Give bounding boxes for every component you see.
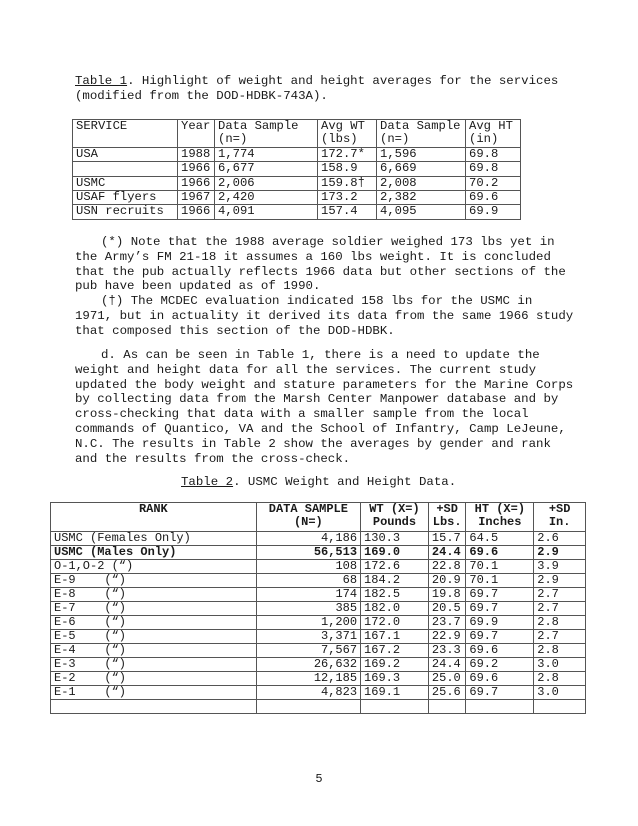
table2-cell: 2.8 <box>534 644 586 658</box>
table-row <box>73 147 521 161</box>
table2-cell-empty <box>466 700 534 714</box>
table2-cell: E-1 (“) <box>51 686 257 700</box>
table2-cell: E-3 (“) <box>51 658 257 672</box>
table2-cell: 167.2 <box>361 644 429 658</box>
table2-cell: 69.7 <box>466 602 534 616</box>
table1-caption-label: Table 1 <box>75 74 128 88</box>
table2-cell: 2.7 <box>534 588 586 602</box>
table2-cell: 130.3 <box>361 532 429 546</box>
table1-cell: 159.8† <box>318 176 377 190</box>
table1-cell: 4,091 <box>215 205 318 219</box>
table2-header-row <box>51 503 586 532</box>
table2-cell: 56,513 <box>256 546 360 560</box>
table1-cell: 2,008 <box>377 176 466 190</box>
table1-cell: 1966 <box>178 162 215 176</box>
table-row <box>51 588 586 602</box>
table2-cell: 69.9 <box>466 616 534 630</box>
table1-cell: 173.2 <box>318 191 377 205</box>
table2-cell-empty <box>361 700 429 714</box>
table2-cell: 20.9 <box>428 574 465 588</box>
table2-cell: 174 <box>256 588 360 602</box>
table1-cell: USA <box>73 147 178 161</box>
table2-cell: 167.1 <box>361 630 429 644</box>
table2-cell: E-5 (“) <box>51 630 257 644</box>
table2-cell: 2.9 <box>534 546 586 560</box>
table1-cell: 2,006 <box>215 176 318 190</box>
table2-cell: 69.7 <box>466 686 534 700</box>
table1-notes <box>75 235 575 339</box>
table1-header-cell: Avg HT (in) <box>466 120 521 148</box>
table2-cell: 2.8 <box>534 672 586 686</box>
table-row <box>73 176 521 190</box>
table1-cell: 1966 <box>178 205 215 219</box>
table1-cell: 69.8 <box>466 147 521 161</box>
table2-cell: 69.2 <box>466 658 534 672</box>
table2-cell: E-4 (“) <box>51 644 257 658</box>
table2-cell: 385 <box>256 602 360 616</box>
table1-cell: 1967 <box>178 191 215 205</box>
table2-cell: 25.6 <box>428 686 465 700</box>
table1-cell: 2,420 <box>215 191 318 205</box>
table2-cell: 24.4 <box>428 658 465 672</box>
table2-caption <box>181 475 456 490</box>
table1-cell: USAF flyers <box>73 191 178 205</box>
table1-caption-text: . Highlight of weight and height averages for the services (modified from the DOD-HDBK-743A). <box>75 74 559 103</box>
table2-cell: 2.8 <box>534 616 586 630</box>
table1-header-row <box>73 120 521 148</box>
table1-cell: 158.9 <box>318 162 377 176</box>
table2-cell: 69.6 <box>466 644 534 658</box>
table2-cell: 64.5 <box>466 532 534 546</box>
table2-cell: 24.4 <box>428 546 465 560</box>
table1-cell <box>73 162 178 176</box>
table2-cell: 182.5 <box>361 588 429 602</box>
table2-cell: 169.3 <box>361 672 429 686</box>
note-dagger: (†) The MCDEC evaluation indicated 158 lbs for the USMC in 1971, but in actuality it derived its data from the same 1966 study that composed this section of the DOD-HDBK. <box>75 294 574 338</box>
table2-cell: E-6 (“) <box>51 616 257 630</box>
table1-cell: 70.2 <box>466 176 521 190</box>
table1-cell: 1,774 <box>215 147 318 161</box>
table2-cell: 69.6 <box>466 672 534 686</box>
table1-cell: 2,382 <box>377 191 466 205</box>
table1-header-cell: Data Sample (n=) <box>377 120 466 148</box>
table1-cell: USN recruits <box>73 205 178 219</box>
table2-cell-empty <box>428 700 465 714</box>
table1-header-cell: SERVICE <box>73 120 178 148</box>
table1-cell: 172.7* <box>318 147 377 161</box>
table2-caption-text: . USMC Weight and Height Data. <box>233 475 457 489</box>
table2-cell: E-2 (“) <box>51 672 257 686</box>
table2-cell: 22.9 <box>428 630 465 644</box>
table2-cell-empty <box>534 700 586 714</box>
table2-cell: 19.8 <box>428 588 465 602</box>
table2-cell: 69.7 <box>466 630 534 644</box>
table2-cell: E-7 (“) <box>51 602 257 616</box>
table2-cell: USMC (Males Only) <box>51 546 257 560</box>
table2-cell: USMC (Females Only) <box>51 532 257 546</box>
table1-cell: 69.6 <box>466 191 521 205</box>
table1-cell: 1966 <box>178 176 215 190</box>
table2-cell: 3.0 <box>534 658 586 672</box>
table-row <box>51 672 586 686</box>
table2-cell: 4,823 <box>256 686 360 700</box>
table2-cell: 4,186 <box>256 532 360 546</box>
table-row <box>51 560 586 574</box>
table1-cell: USMC <box>73 176 178 190</box>
table-row <box>73 162 521 176</box>
table-row <box>51 644 586 658</box>
table1-cell: 6,669 <box>377 162 466 176</box>
table2-cell: 15.7 <box>428 532 465 546</box>
table2-caption-label: Table 2 <box>181 475 234 489</box>
table2-cell: 182.0 <box>361 602 429 616</box>
table2-cell: 108 <box>256 560 360 574</box>
table1 <box>72 119 521 220</box>
table2-cell: 70.1 <box>466 574 534 588</box>
table2-cell: 7,567 <box>256 644 360 658</box>
table-row <box>51 630 586 644</box>
table-row-empty <box>51 700 586 714</box>
table-row <box>73 205 521 219</box>
table2-cell-empty <box>256 700 360 714</box>
table2-cell: 26,632 <box>256 658 360 672</box>
table1-cell: 1988 <box>178 147 215 161</box>
table2-cell: E-9 (“) <box>51 574 257 588</box>
table2-cell: 2.9 <box>534 574 586 588</box>
table2-cell: 69.7 <box>466 588 534 602</box>
table1-cell: 4,095 <box>377 205 466 219</box>
table2-cell: O-1,O-2 (“) <box>51 560 257 574</box>
table1-cell: 69.8 <box>466 162 521 176</box>
table-row <box>51 616 586 630</box>
table2-cell: 2.7 <box>534 630 586 644</box>
table1-cell: 1,596 <box>377 147 466 161</box>
table1-header-cell: Avg WT (lbs) <box>318 120 377 148</box>
table-row <box>73 191 521 205</box>
table-row <box>51 574 586 588</box>
table2-cell: 12,185 <box>256 672 360 686</box>
table1-header-cell: Data Sample (n=) <box>215 120 318 148</box>
table2-cell: 3.9 <box>534 560 586 574</box>
table2-cell: E-8 (“) <box>51 588 257 602</box>
table2-cell: 172.0 <box>361 616 429 630</box>
table2-header-sample: DATA SAMPLE (N=) <box>256 503 360 532</box>
table2-cell: 172.6 <box>361 560 429 574</box>
table1-header-cell: Year <box>178 120 215 148</box>
table2-header-ht: HT (X=) Inches <box>466 503 534 532</box>
table-row <box>51 686 586 700</box>
paragraph-d: d. As can be seen in Table 1, there is a need to update the weight and height data for all the services. The current study updated the body weight and stature parameters for the Marine Corps by collecting data from the Marsh Center Manpower database and by cross-checking that data with a smaller sample from the local commands of Quantico, VA and the School of Infantry, Camp LeJeune, N.C. The results in Table 2 show the averages by gender and rank and the results from the cross-check. <box>75 348 574 466</box>
table1-cell: 6,677 <box>215 162 318 176</box>
table2 <box>50 502 586 714</box>
table2-cell: 23.7 <box>428 616 465 630</box>
table2-cell-empty <box>51 700 257 714</box>
table2-cell: 69.6 <box>466 546 534 560</box>
table2-cell: 3,371 <box>256 630 360 644</box>
table2-cell: 169.1 <box>361 686 429 700</box>
note-asterisk: (*) Note that the 1988 average soldier weighed 173 lbs yet in the Army’s FM 21-18 it assumes a 160 lbs weight. It is concluded that the pub actually reflects 1966 data but other sections of the pub have been updated as of 1990. <box>75 235 566 294</box>
table2-cell: 184.2 <box>361 574 429 588</box>
table2-cell: 169.0 <box>361 546 429 560</box>
table2-cell: 3.0 <box>534 686 586 700</box>
table2-header-sd-lbs: +SD Lbs. <box>428 503 465 532</box>
table2-cell: 20.5 <box>428 602 465 616</box>
table2-cell: 169.2 <box>361 658 429 672</box>
table2-cell: 1,200 <box>256 616 360 630</box>
table2-cell: 23.3 <box>428 644 465 658</box>
table2-header-wt: WT (X=) Pounds <box>361 503 429 532</box>
table2-cell: 2.6 <box>534 532 586 546</box>
table-row <box>51 602 586 616</box>
table1-cell: 69.9 <box>466 205 521 219</box>
table2-cell: 68 <box>256 574 360 588</box>
table2-cell: 2.7 <box>534 602 586 616</box>
table2-header-rank: RANK <box>51 503 257 532</box>
table-row <box>51 546 586 560</box>
table2-cell: 70.1 <box>466 560 534 574</box>
table2-header-sd-in: +SD In. <box>534 503 586 532</box>
table2-cell: 25.0 <box>428 672 465 686</box>
table-row <box>51 658 586 672</box>
table1-cell: 157.4 <box>318 205 377 219</box>
table2-cell: 22.8 <box>428 560 465 574</box>
page-number: 5 <box>315 772 323 786</box>
table1-caption <box>75 74 565 104</box>
table-row <box>51 532 586 546</box>
